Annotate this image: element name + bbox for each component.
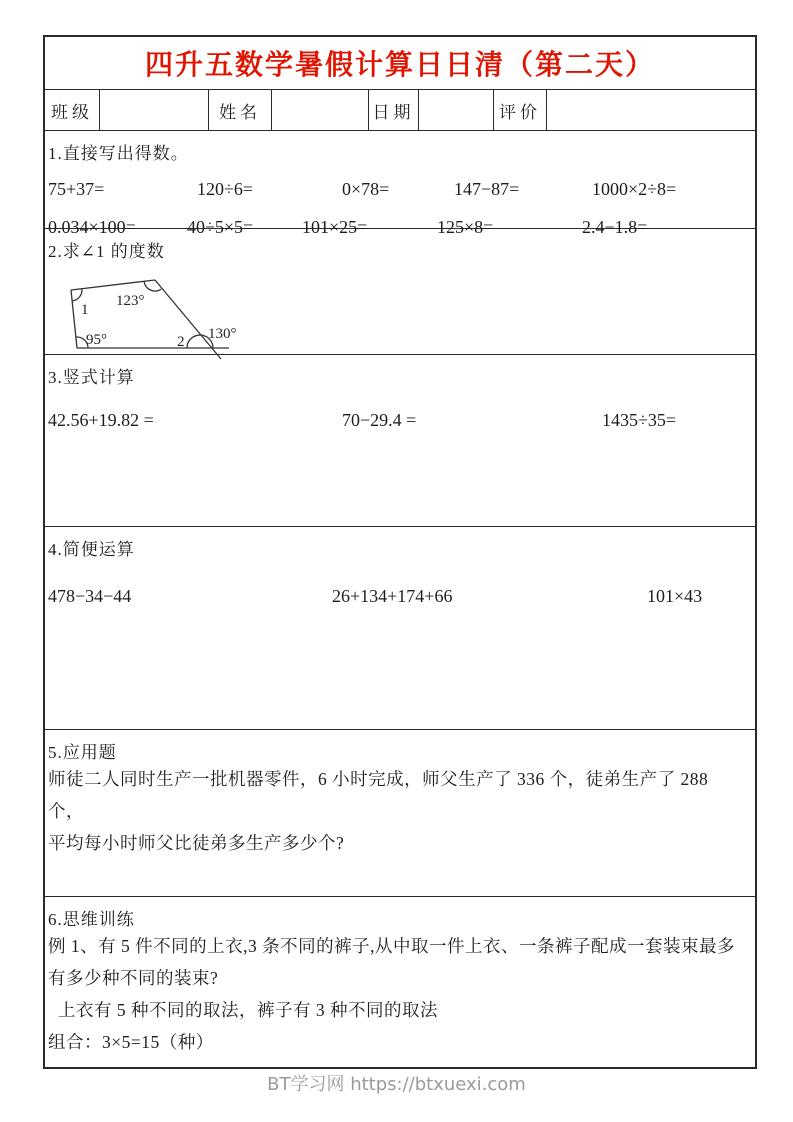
section-5-heading: 5.应用题 <box>48 743 117 762</box>
date-label: 日期 <box>369 90 419 130</box>
section-3-heading: 3.竖式计算 <box>48 368 135 387</box>
equation: 101×43 <box>647 586 703 606</box>
angle-1-arc <box>72 289 82 301</box>
angle-2-arc <box>187 337 193 348</box>
equation: 1435÷35= <box>602 410 677 430</box>
solution-text-line: 上衣有 5 种不同的取法，裤子有 3 种不同的取法 <box>58 1000 438 1020</box>
equation: 26+134+174+66 <box>332 586 453 606</box>
equation: 0.034×100= <box>48 217 136 237</box>
equation: 101×25= <box>302 217 368 237</box>
section-1-direct-calc <box>45 131 755 237</box>
section-6-heading: 6.思维训练 <box>48 910 135 929</box>
eval-value-cell[interactable] <box>547 90 755 130</box>
page-title: 四升五数学暑假计算日日清（第二天） <box>144 50 655 81</box>
name-label: 姓名 <box>209 90 272 130</box>
section-2-angle <box>45 229 755 355</box>
equation: 147−87= <box>454 179 520 199</box>
class-label: 班级 <box>45 90 100 130</box>
angle-123-arc <box>144 281 161 291</box>
angle-1-label: 1 <box>81 302 89 318</box>
equation: 70−29.4 = <box>342 410 417 430</box>
equation: 478−34−44 <box>48 586 132 606</box>
top-edge <box>71 280 155 290</box>
problem-text-line: 师徒二人同时生产一批机器零件，6 小时完成，师父生产了 336 个，徒弟生产了 288 个， <box>48 769 709 821</box>
equation: 125×8= <box>437 217 494 237</box>
title-row <box>45 37 755 90</box>
equation: 40÷5×5= <box>187 217 254 237</box>
section-4-problems <box>48 586 749 607</box>
meta-row <box>45 90 755 131</box>
section-4-heading: 4.简便运算 <box>48 540 135 559</box>
left-edge <box>71 290 77 348</box>
class-value-cell[interactable] <box>100 90 209 130</box>
equation: 42.56+19.82 = <box>48 410 154 430</box>
section-3-problems <box>48 410 749 431</box>
section-6-thinking-training <box>45 897 755 1067</box>
section-1-heading: 1.直接写出得数。 <box>48 144 189 163</box>
section-5-word-problem <box>45 730 755 897</box>
equation: 1000×2÷8= <box>592 179 677 199</box>
name-value-cell[interactable] <box>272 90 369 130</box>
equation: 0×78= <box>342 179 390 199</box>
angle-2-label: 2 <box>177 334 185 350</box>
problem-text-line: 例 1、有 5 件不同的上衣,3 条不同的裤子,从中取一件上衣、一条裤子配成一套装束最多 <box>48 936 735 956</box>
section-4-simplified-calc <box>45 527 755 730</box>
problem-text-line: 平均每小时师父比徒弟多生产多少个? <box>48 833 345 853</box>
slant-edge-extended <box>155 280 221 359</box>
equation: 75+37= <box>48 179 105 199</box>
section-1-equation-row-1 <box>48 179 749 200</box>
solution-text-line: 组合：3×5=15（种） <box>48 1032 214 1052</box>
problem-text-line: 有多少种不同的装束? <box>48 968 219 988</box>
eval-label: 评价 <box>494 90 547 130</box>
angle-130-label: 130° <box>208 326 237 342</box>
equation: 2.4−1.8= <box>582 217 648 237</box>
equation: 120÷6= <box>197 179 254 199</box>
quadrilateral-angle-diagram <box>48 266 268 366</box>
section-3-vertical-calc <box>45 355 755 527</box>
worksheet-table <box>43 35 757 1069</box>
angle-123-label: 123° <box>116 293 145 309</box>
date-value-cell[interactable] <box>419 90 494 130</box>
footer-watermark: BT学习网 https://btxuexi.com <box>267 1074 526 1095</box>
angle-95-label: 95° <box>86 332 107 348</box>
section-2-heading: 2.求∠1 的度数 <box>48 242 165 261</box>
